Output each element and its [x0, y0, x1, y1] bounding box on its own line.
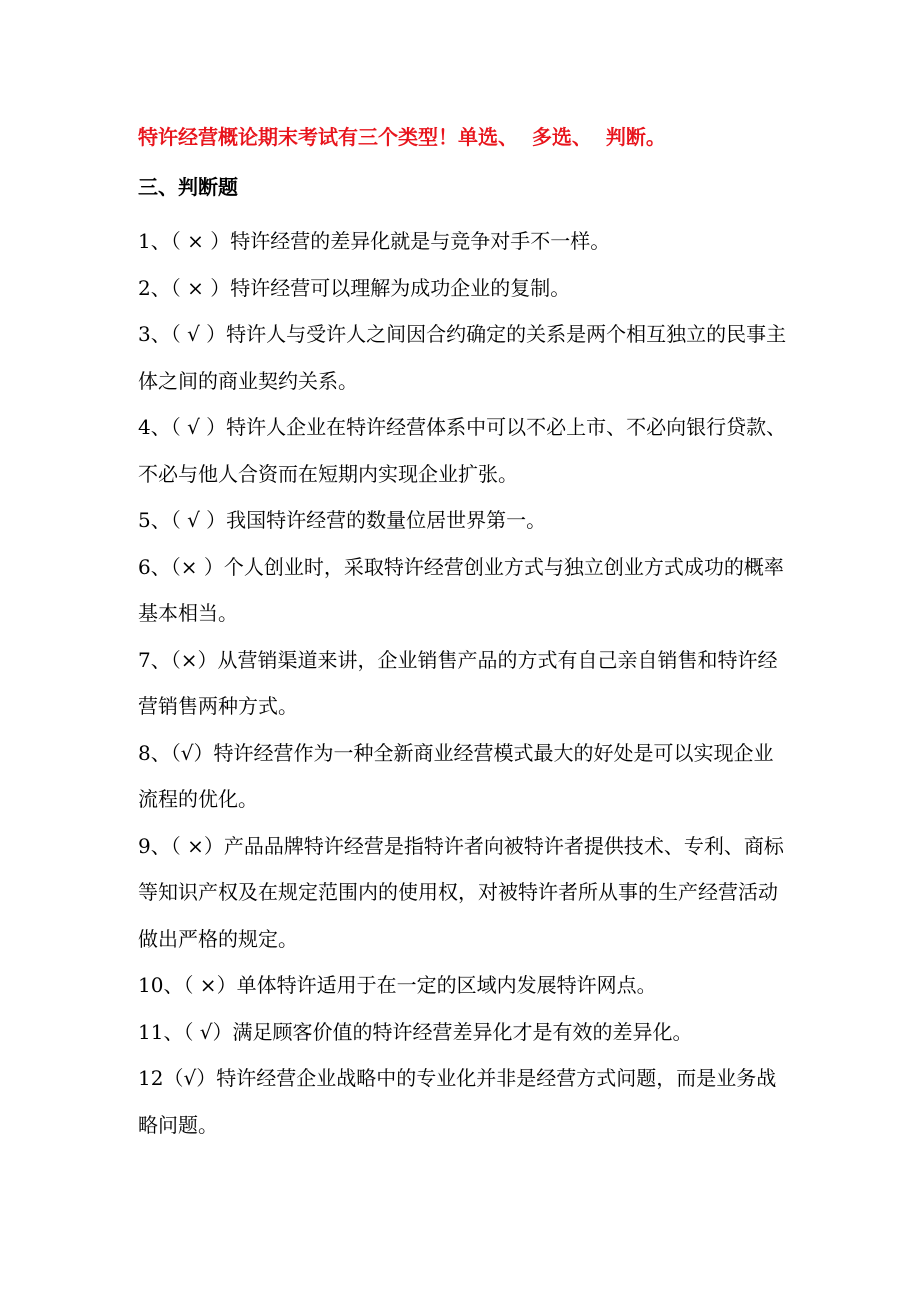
question-item: 12（√）特许经营企业战略中的专业化并非是经营方式问题，而是业务战略问题。: [138, 1066, 777, 1137]
question-item: 5、（ √ ）我国特许经营的数量位居世界第一。: [138, 508, 547, 532]
question-item: 7、（×）从营销渠道来讲，企业销售产品的方式有自己亲自销售和特许经营销售两种方式。: [138, 647, 778, 718]
section-heading: 三、判断题: [138, 175, 238, 199]
question-item: 3、（ √ ）特许人与受许人之间因合约确定的关系是两个相互独立的民事主体之间的商业契约关系。: [138, 322, 787, 393]
question-item: 2、（ × ）特许经营可以理解为成功企业的复制。: [138, 275, 571, 300]
question-item: 1、（ × ）特许经营的差异化就是与竞争对手不一样。: [138, 229, 611, 253]
question-item: 10、（ ×）单体特许适用于在一定的区域内发展特许网点。: [138, 973, 657, 997]
question-list: [138, 218, 793, 1148]
question-item: 4、（ √ ）特许人企业在特许经营体系中可以不必上市、不必向银行贷款、不必与他人合资而在短期内实现企业扩张。: [138, 415, 787, 486]
question-item: 9、（ ×）产品品牌特许经营是指特许者向被特许者提供技术、专利、商标等知识产权及在规定范围内的使用权，对被特许者所从事的生产经营活动做出严格的规定。: [138, 833, 784, 951]
exam-title: 特许经营概论期末考试有三个类型！单选、 多选、 判断。: [138, 125, 666, 149]
question-item: 11、（ √）满足顾客价值的特许经营差异化才是有效的差异化。: [138, 1019, 693, 1044]
question-item: 6、（× ）个人创业时，采取特许经营创业方式与独立创业方式成功的概率基本相当。: [138, 554, 784, 625]
question-item: 8、（√）特许经营作为一种全新商业经营模式最大的好处是可以实现企业流程的优化。: [138, 740, 774, 811]
